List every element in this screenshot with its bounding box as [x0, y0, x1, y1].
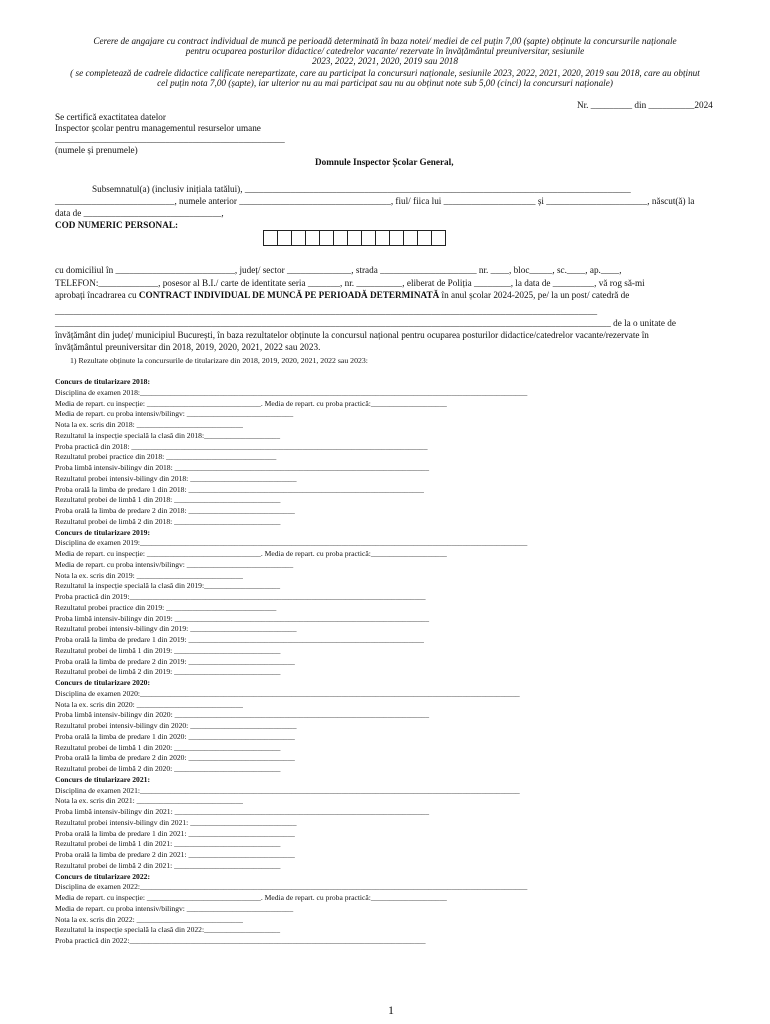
result-field-line: Proba orală la limba de predare 1 din 2021: ____________________________: [55, 828, 295, 838]
cnp-digit-box: [347, 230, 362, 246]
cnp-digit-box: [277, 230, 292, 246]
result-field-line: Nota la ex. scris din 2022: ____________________________: [55, 914, 243, 924]
title-line-2: pentru ocuparea posturilor didactice/ catedrelor vacante/ rezervate în învățământul preuniversitar, sesiunile: [185, 46, 585, 56]
results-heading: 1) Rezultate obținute la concursurile de titularizare din 2018, 2019, 2020, 2021, 2022 sau 2023:: [70, 356, 368, 365]
result-field-line: Proba orală la limba de predare 1 din 2020: ____________________________: [55, 731, 295, 741]
result-field-line: Proba orală la limba de predare 1 din 2018: ______________________________________________________________: [55, 484, 424, 494]
result-field-line: Disciplina de examen 2022:______________________________________________________________________________________________________: [55, 882, 528, 892]
result-field-line: Disciplina de examen 2019:______________________________________________________________________________________________________: [55, 538, 528, 548]
result-field-line: Rezultatul probei de limbă 1 din 2021: ____________________________: [55, 839, 281, 849]
cnp-digit-box: [417, 230, 432, 246]
cnp-digit-box: [305, 230, 320, 246]
cnp-label: COD NUMERIC PERSONAL:: [55, 220, 179, 230]
cnp-boxes: [263, 230, 445, 246]
result-field-line: Rezultatul probei de limbă 1 din 2020: ____________________________: [55, 742, 281, 752]
result-field-line: Media de repart. cu proba intensiv/bilingv: ____________________________: [55, 409, 294, 419]
request-line: [55, 290, 629, 301]
result-field-line: Proba orală la limba de predare 2 din 2021: ____________________________: [55, 850, 295, 859]
request-text-pre: aprobați încadrarea cu: [55, 290, 139, 300]
result-field-line: Rezultatul la inspecție specială la clasă din 2018:____________________: [55, 430, 281, 440]
cnp-digit-box: [333, 230, 348, 246]
result-field-line: Rezultatul probei de limbă 2 din 2020: ____________________________: [55, 764, 281, 773]
inspector-title: Inspector școlar pentru managementul resurselor umane: [55, 123, 261, 133]
result-field-line: Media de repart. cu inspecție: ______________________________. Media de repart. cu proba practică:____________________: [55, 893, 447, 902]
result-field-line: Proba limbă intensiv-bilingv din 2021: ___________________________________________________________________: [55, 807, 429, 816]
address-line: cu domiciliul în __________________________, județ/ sector ______________, strada _____________________ nr. ____, bloc_____, sc.____, ap.____,: [55, 265, 622, 275]
basis-line-2: învățământul preuniversitar din 2018, 2019, 2020, 2021, 2022 sau 2023.: [55, 342, 321, 352]
page-number: 1: [388, 1003, 394, 1017]
cnp-digit-box: [389, 230, 404, 246]
result-field-line: Media de repart. cu proba intensiv/bilingv: ____________________________: [55, 559, 294, 569]
title-note-line-2: cel puțin nota 7,00 (șapte), iar ulterior nu au mai participat sau nu au obținut note sub 5,00 (cinci) la concursuri naționale): [157, 78, 613, 88]
result-field-line: Rezultatul probei de limbă 2 din 2018: ____________________________: [55, 516, 281, 526]
basis-line-1: învățământ din județ/ municipiul București, în baza rezultatelor obținute la concursul național pentru ocuparea posturilor didactice/catedrelor vacante/rezervate în: [55, 330, 649, 340]
post-field-line-1: ______________________________________________________________________________________________________________________: [55, 306, 598, 316]
section-heading: Concurs de titularizare 2020:: [55, 678, 150, 687]
result-field-line: Rezultatul probei practice din 2018: _____________________________: [55, 452, 277, 462]
result-field-line: Media de repart. cu proba intensiv/bilingv: ____________________________: [55, 903, 294, 913]
result-field-line: Disciplina de examen 2018:______________________________________________________________________________________________________: [55, 387, 528, 397]
result-field-line: Proba practică din 2022:______________________________________________________________________________: [55, 936, 426, 945]
phone-id-line: TELEFON:_____________, posesor al B.I./ carte de identitate seria _______, nr. __________, eliberat de Poliția ________, la data de _________, vă rog să-mi: [55, 278, 645, 288]
inspector-name-caption: (numele și prenumele): [55, 145, 138, 155]
birth-date-line: data de ______________________________,: [55, 208, 224, 218]
cnp-digit-box: [403, 230, 418, 246]
result-field-line: Proba limbă intensiv-bilingv din 2019: ___________________________________________________________________: [55, 613, 429, 623]
result-field-line: Rezultatul la inspecție specială la clasă din 2022:____________________: [55, 925, 281, 935]
inspector-name-field: __________________________________________________: [55, 134, 285, 144]
post-field-line-2: _________________________________________________________________________________________________________________________ de la o unitate de: [55, 318, 676, 328]
result-field-line: Rezultatul probei de limbă 1 din 2019: ____________________________: [55, 645, 281, 655]
result-field-line: Rezultatul probei de limbă 2 din 2021: ____________________________: [55, 860, 281, 870]
cnp-digit-box: [375, 230, 390, 246]
addressee: Domnule Inspector Școlar General,: [315, 157, 454, 167]
result-field-line: Rezultatul probei practice din 2019: _____________________________: [55, 602, 277, 612]
result-field-line: Rezultatul probei intensiv-bilingv din 2021: ____________________________: [55, 817, 297, 827]
result-field-line: Proba limbă intensiv-bilingv din 2018: ___________________________________________________________________: [55, 463, 429, 472]
applicant-parents-line: __________________________, numele anterior _________________________________, fiul/ fiica lui ____________________ și ______________________, născut(ă) la: [55, 196, 695, 206]
result-field-line: Nota la ex. scris din 2019: ____________________________: [55, 570, 243, 580]
result-field-line: Nota la ex. scris din 2021: ____________________________: [55, 796, 243, 806]
result-field-line: Proba orală la limba de predare 2 din 2019: ____________________________: [55, 656, 295, 666]
result-field-line: Rezultatul probei intensiv-bilingv din 2018: ____________________________: [55, 473, 297, 483]
cnp-digit-box: [361, 230, 376, 246]
section-heading: Concurs de titularizare 2021:: [55, 774, 150, 784]
cnp-digit-box: [291, 230, 306, 246]
result-field-line: Rezultatul probei de limbă 1 din 2018: ____________________________: [55, 495, 281, 505]
applicant-name-line: Subsemnatul(a) (inclusiv inițiala tatălui), ____________________________________________________________________________________: [92, 184, 631, 194]
certification-text: Se certifică exactitatea datelor: [55, 112, 166, 122]
result-field-line: Proba orală la limba de predare 1 din 2019: ______________________________________________________________: [55, 635, 424, 644]
title-line-3: 2023, 2022, 2021, 2020, 2019 sau 2018: [312, 56, 458, 66]
result-field-line: Media de repart. cu inspecție: ______________________________. Media de repart. cu proba practică:____________________: [55, 398, 447, 408]
cnp-digit-box: [319, 230, 334, 246]
result-field-line: Proba limbă intensiv-bilingv din 2020: ___________________________________________________________________: [55, 710, 429, 720]
section-heading: Concurs de titularizare 2019:: [55, 527, 150, 537]
title-note-line-1: ( se completează de cadrele didactice calificate nerepartizate, care au participat la concursuri naționale, sesiunile 2023, 2022, 2021, 2020, 2019 sau 2018, care au obținut: [70, 68, 700, 78]
registration-number: Nr. _________ din __________2024: [577, 100, 713, 110]
result-field-line: Rezultatul probei intensiv-bilingv din 2020: ____________________________: [55, 721, 297, 730]
result-field-line: Disciplina de examen 2021:____________________________________________________________________________________________________: [55, 785, 520, 795]
contract-type: CONTRACT INDIVIDUAL DE MUNCĂ PE PERIOADĂ DETERMINATĂ: [138, 290, 440, 300]
result-field-line: Proba orală la limba de predare 2 din 2018: ____________________________: [55, 506, 295, 515]
result-field-line: Rezultatul la inspecție specială la clasă din 2019:____________________: [55, 581, 281, 591]
request-text-post: în anul școlar 2024-2025, pe/ la un post/ catedră de: [439, 290, 630, 300]
result-field-line: Proba practică din 2018: ______________________________________________________________________________: [55, 441, 428, 451]
result-field-line: Nota la ex. scris din 2020: ____________________________: [55, 699, 243, 709]
result-field-line: Rezultatul probei intensiv-bilingv din 2019: ____________________________: [55, 624, 297, 634]
title-line-1: Cerere de angajare cu contract individual de muncă pe perioadă determinată în baza notei/ mediei de cel puțin 7,00 (șapte) obținute la concursurile naționale: [93, 36, 677, 46]
result-field-line: Proba orală la limba de predare 2 din 2020: ____________________________: [55, 753, 295, 763]
cnp-digit-box: [263, 230, 278, 246]
result-field-line: Disciplina de examen 2020:____________________________________________________________________________________________________: [55, 688, 520, 698]
result-field-line: Nota la ex. scris din 2018: ____________________________: [55, 420, 243, 429]
section-heading: Concurs de titularizare 2018:: [55, 377, 150, 386]
section-heading: Concurs de titularizare 2022:: [55, 871, 150, 881]
result-field-line: Media de repart. cu inspecție: ______________________________. Media de repart. cu proba practică:____________________: [55, 549, 447, 558]
result-field-line: Proba practică din 2019:______________________________________________________________________________: [55, 592, 426, 601]
result-field-line: Rezultatul probei de limbă 2 din 2019: ____________________________: [55, 667, 281, 677]
cnp-digit-box: [431, 230, 446, 246]
